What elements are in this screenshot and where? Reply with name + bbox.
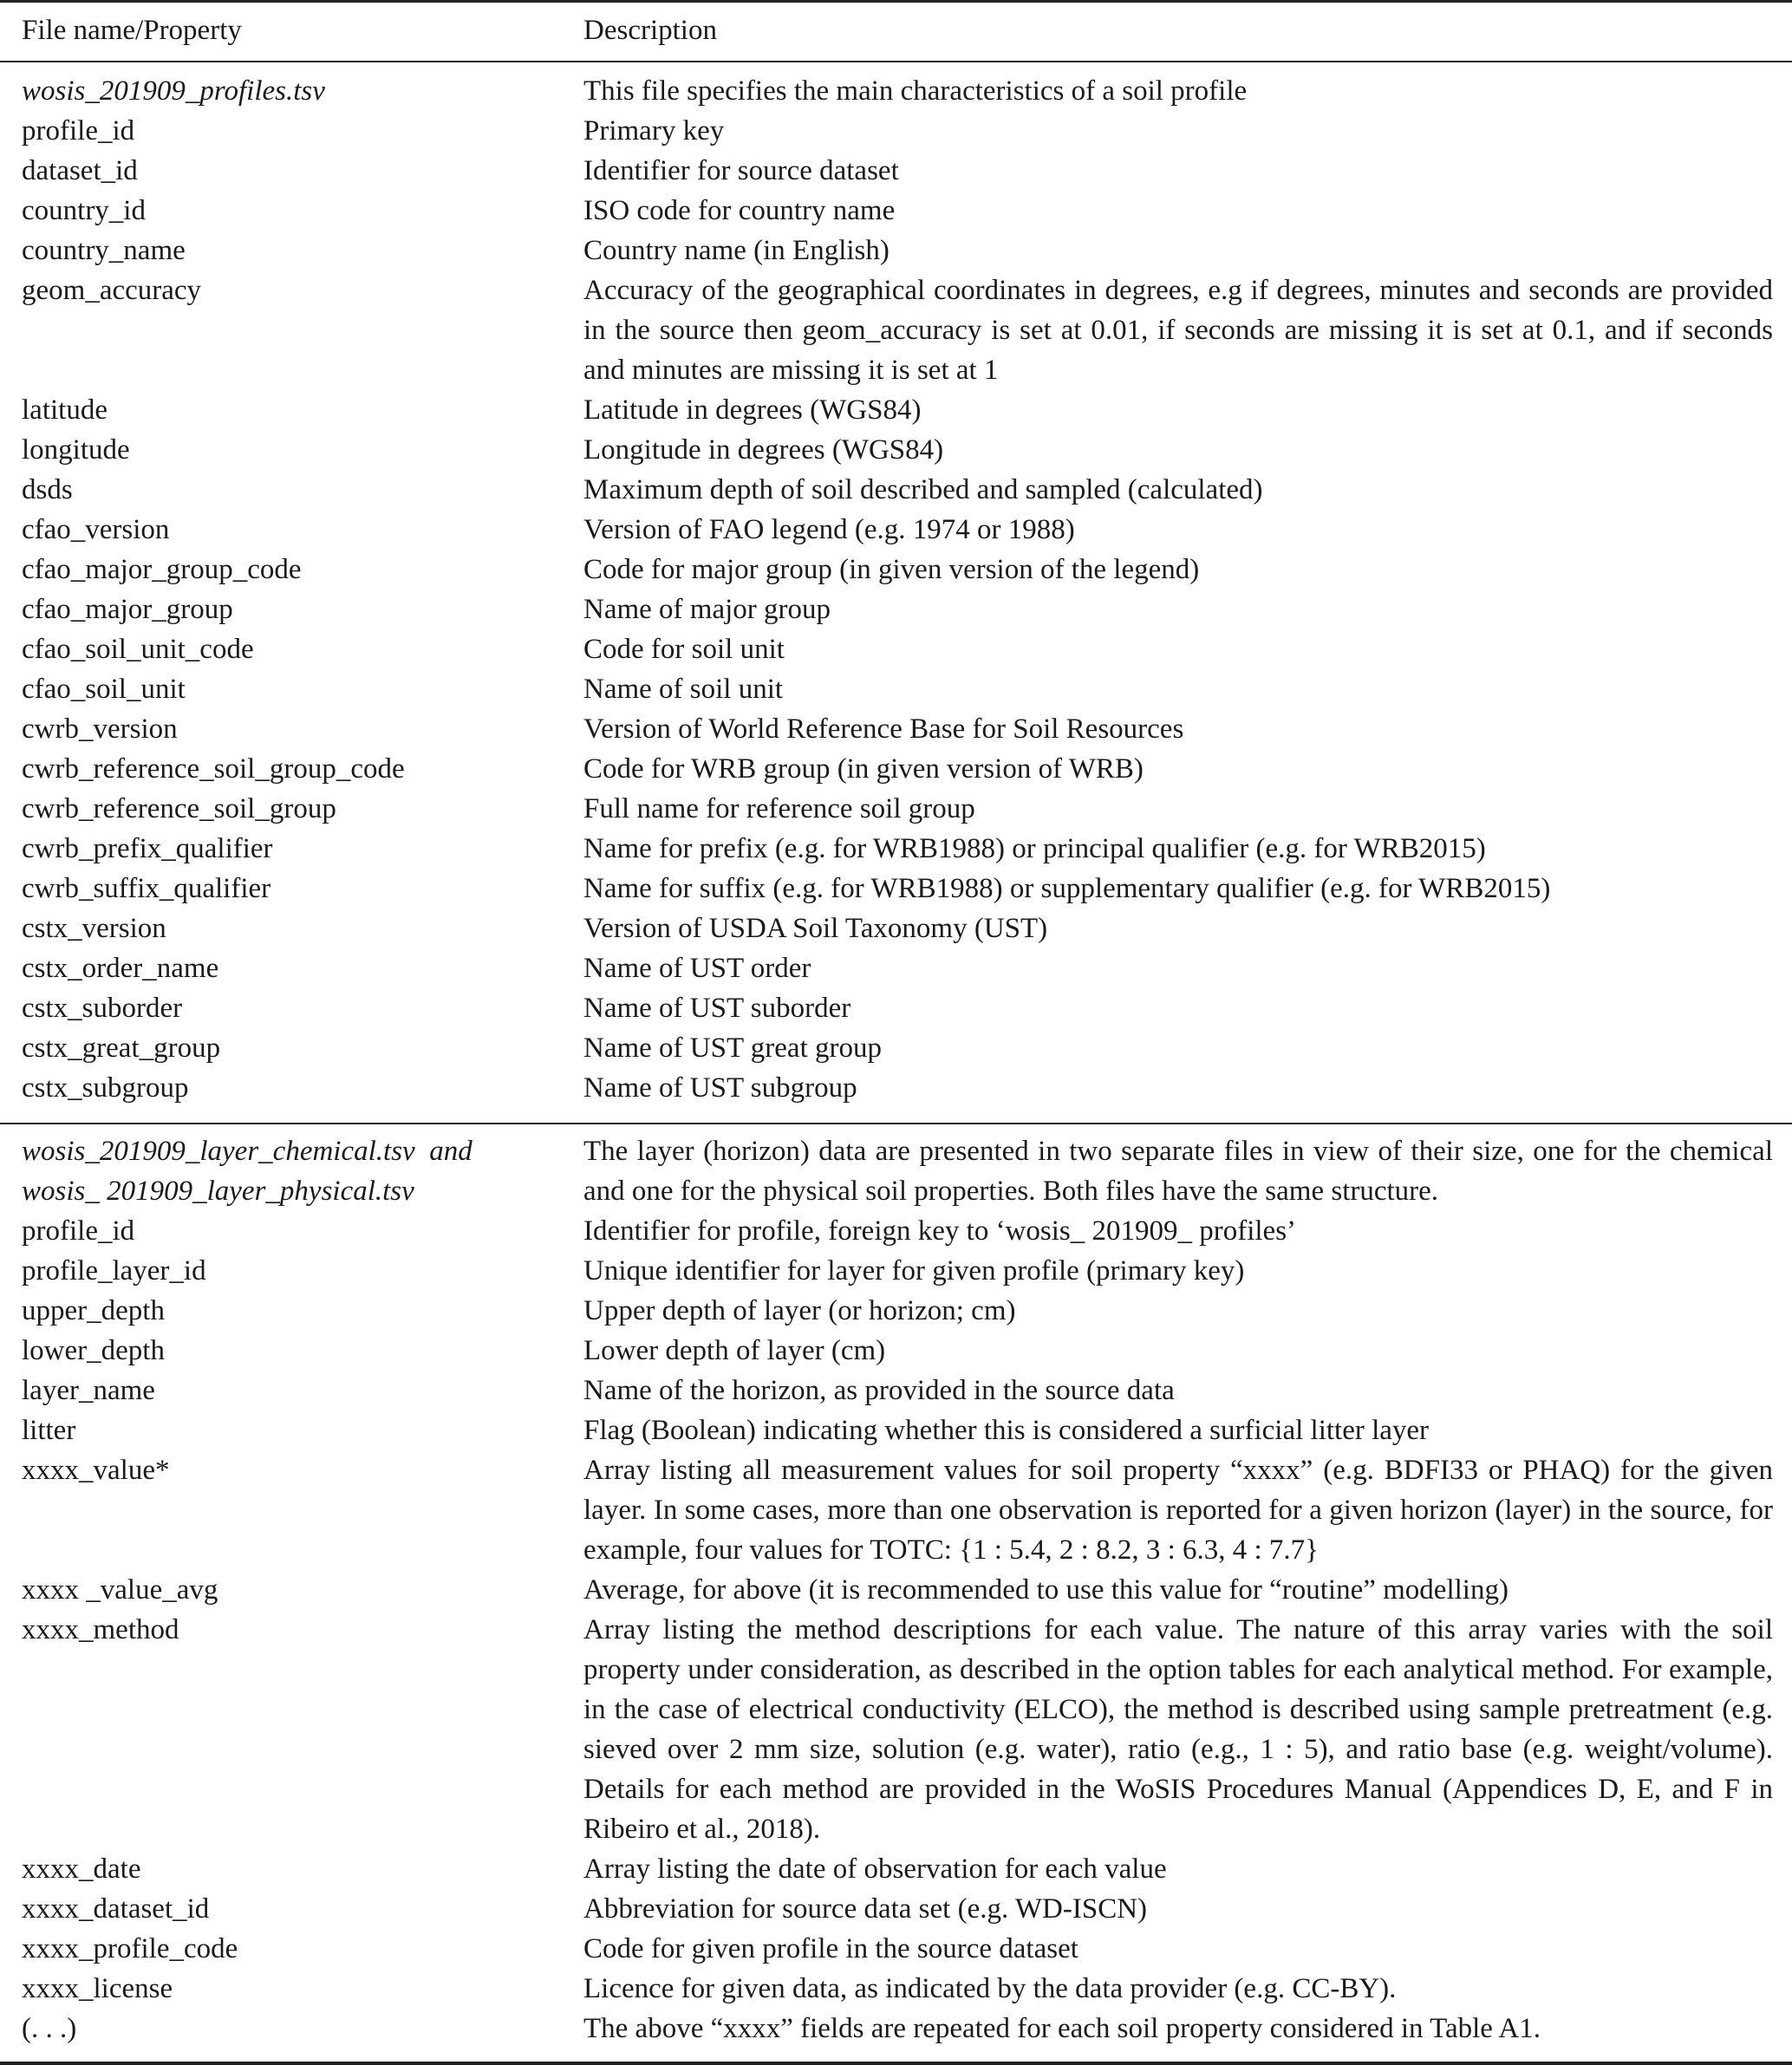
property-description: Full name for reference soil group	[583, 793, 975, 824]
table-bottom-rule	[0, 2062, 1792, 2065]
property-name: xxxx_method	[22, 1614, 179, 1645]
property-description: Code for soil unit	[583, 634, 785, 665]
property-name: country_name	[22, 235, 186, 266]
property-description: Name of soil unit	[583, 674, 784, 705]
property-name: cstx_suborder	[22, 993, 183, 1024]
column-header-property: File name/Property	[22, 15, 242, 46]
property-name: cwrb_reference_soil_group_code	[22, 753, 405, 785]
property-name: cwrb_prefix_qualifier	[22, 833, 273, 864]
property-name: country_id	[22, 195, 146, 226]
property-name: (. . .)	[22, 2013, 77, 2044]
property-name: upper_depth	[22, 1295, 165, 1326]
property-description: Longitude in degrees (WGS84)	[583, 434, 944, 466]
property-description: ISO code for country name	[583, 195, 896, 226]
property-name: cwrb_reference_soil_group	[22, 793, 336, 824]
property-name: cfao_soil_unit_code	[22, 634, 254, 665]
property-name: xxxx_date	[22, 1853, 141, 1885]
property-name: xxxx_dataset_id	[22, 1893, 210, 1925]
property-name: cfao_major_group	[22, 594, 233, 625]
property-description: Name of the horizon, as provided in the source data	[583, 1375, 1175, 1406]
property-name: xxxx_value*	[22, 1455, 170, 1486]
property-description: Version of World Reference Base for Soil Resources	[583, 713, 1184, 745]
layers-file-description: The layer (horizon) data are presented in two separate files in view of their size, one for the chemical and one for the physical soil properties. Both files have the same structure.	[583, 1136, 1773, 1207]
property-name: lower_depth	[22, 1335, 165, 1366]
property-description: Maximum depth of soil described and sampled (calculated)	[583, 474, 1263, 505]
property-name: layer_name	[22, 1375, 155, 1406]
property-description: Flag (Boolean) indicating whether this is considered a surficial litter layer	[583, 1415, 1430, 1446]
property-description: Identifier for profile, foreign key to ‘wosis_ 201909_ profiles’	[583, 1215, 1297, 1247]
property-name: xxxx_profile_code	[22, 1933, 238, 1964]
property-description: Version of FAO legend (e.g. 1974 or 1988)	[583, 514, 1075, 545]
property-description: Country name (in English)	[583, 235, 889, 266]
property-name: profile_id	[22, 115, 135, 147]
property-description: Primary key	[583, 115, 725, 147]
property-description: Name of major group	[583, 594, 831, 625]
property-description: Name of UST subgroup	[583, 1072, 857, 1104]
property-description: Unique identifier for layer for given profile (primary key)	[583, 1255, 1245, 1287]
property-name: cstx_order_name	[22, 953, 219, 984]
property-description: Array listing the date of observation for each value	[583, 1853, 1167, 1885]
property-description: Array listing all measurement values for soil property “xxxx” (e.g. BDFI33 or PHAQ) for the given layer. In some cases, more than one observation is reported for a given horizon (layer) in the source, for example, four values for TOTC: {1 : 5.4, 2 : 8.2, 3 : 6.3, 4 : 7.7}	[583, 1455, 1773, 1566]
layers-physical-file-name: wosis_ 201909_layer_physical.tsv	[22, 1176, 414, 1207]
property-description: Lower depth of layer (cm)	[583, 1335, 886, 1366]
property-name: geom_accuracy	[22, 275, 202, 306]
property-description: Name for suffix (e.g. for WRB1988) or supplementary qualifier (e.g. for WRB2015)	[583, 873, 1551, 904]
property-name: cstx_subgroup	[22, 1072, 189, 1104]
property-name: longitude	[22, 434, 130, 466]
profiles-file-name: wosis_201909_profiles.tsv	[22, 75, 325, 107]
property-description: Name of UST order	[583, 953, 811, 984]
layers-chemical-file-name: wosis_201909_layer_chemical.tsv	[22, 1136, 415, 1167]
property-description: Abbreviation for source data set (e.g. WD-ISCN)	[583, 1893, 1148, 1925]
property-name: cwrb_suffix_qualifier	[22, 873, 271, 904]
property-description: Version of USDA Soil Taxonomy (UST)	[583, 913, 1048, 944]
table-header-rule	[0, 61, 1792, 62]
property-description: Code for WRB group (in given version of WRB)	[583, 753, 1144, 785]
property-description: Accuracy of the geographical coordinates in degrees, e.g if degrees, minutes and seconds are provided in the source then geom_accuracy is set at 0.01, if seconds are missing it is set at 0.1, and if seconds and minutes are missing it is set at 1	[583, 275, 1773, 386]
table-section-rule	[0, 1123, 1792, 1124]
property-name: dataset_id	[22, 155, 138, 186]
property-description: The above “xxxx” fields are repeated for each soil property considered in Table A1.	[583, 2013, 1541, 2044]
property-name: xxxx _value_avg	[22, 1574, 218, 1606]
property-name: litter	[22, 1415, 76, 1446]
property-description: Licence for given data, as indicated by the data provider (e.g. CC-BY).	[583, 1973, 1397, 2004]
property-description: Average, for above (it is recommended to use this value for “routine” modelling)	[583, 1574, 1509, 1606]
property-description: Name for prefix (e.g. for WRB1988) or principal qualifier (e.g. for WRB2015)	[583, 833, 1486, 864]
layers-file-names	[22, 1131, 568, 1211]
property-name: profile_id	[22, 1215, 135, 1247]
property-description: Upper depth of layer (or horizon; cm)	[583, 1295, 1016, 1326]
property-name: profile_layer_id	[22, 1255, 206, 1287]
property-description: Code for given profile in the source dataset	[583, 1933, 1078, 1964]
property-name: cfao_version	[22, 514, 170, 545]
property-name: cstx_version	[22, 913, 166, 944]
property-description: Array listing the method descriptions for each value. The nature of this array varies with the soil property under consideration, as described in the option tables for each analytical method. For example, in the case of electrical conductivity (ELCO), the method is described using sample pretreatment (e.g. sieved over 2 mm size, solution (e.g. water), ratio (e.g., 1 : 5), and ratio base (e.g. weight/volume). Details for each method are provided in the WoSIS Procedures Manual (Appendices D, E, and F in Ribeiro et al., 2018).	[583, 1614, 1773, 1845]
property-name: cfao_soil_unit	[22, 674, 186, 705]
property-name: cfao_major_group_code	[22, 554, 302, 585]
property-description: Code for major group (in given version of the legend)	[583, 554, 1200, 585]
property-name: cstx_great_group	[22, 1032, 221, 1064]
profiles-file-description: This file specifies the main characteristics of a soil profile	[583, 75, 1248, 107]
layers-file-name-conjunction: and	[429, 1136, 472, 1167]
property-name: latitude	[22, 394, 108, 426]
property-name: xxxx_license	[22, 1973, 173, 2004]
property-description: Name of UST great group	[583, 1032, 882, 1064]
property-description: Latitude in degrees (WGS84)	[583, 394, 922, 426]
property-name: dsds	[22, 474, 73, 505]
property-description: Name of UST suborder	[583, 993, 851, 1024]
property-name: cwrb_version	[22, 713, 178, 745]
property-description: Identifier for source dataset	[583, 155, 899, 186]
table-top-rule	[0, 0, 1792, 3]
column-header-description: Description	[583, 15, 717, 46]
